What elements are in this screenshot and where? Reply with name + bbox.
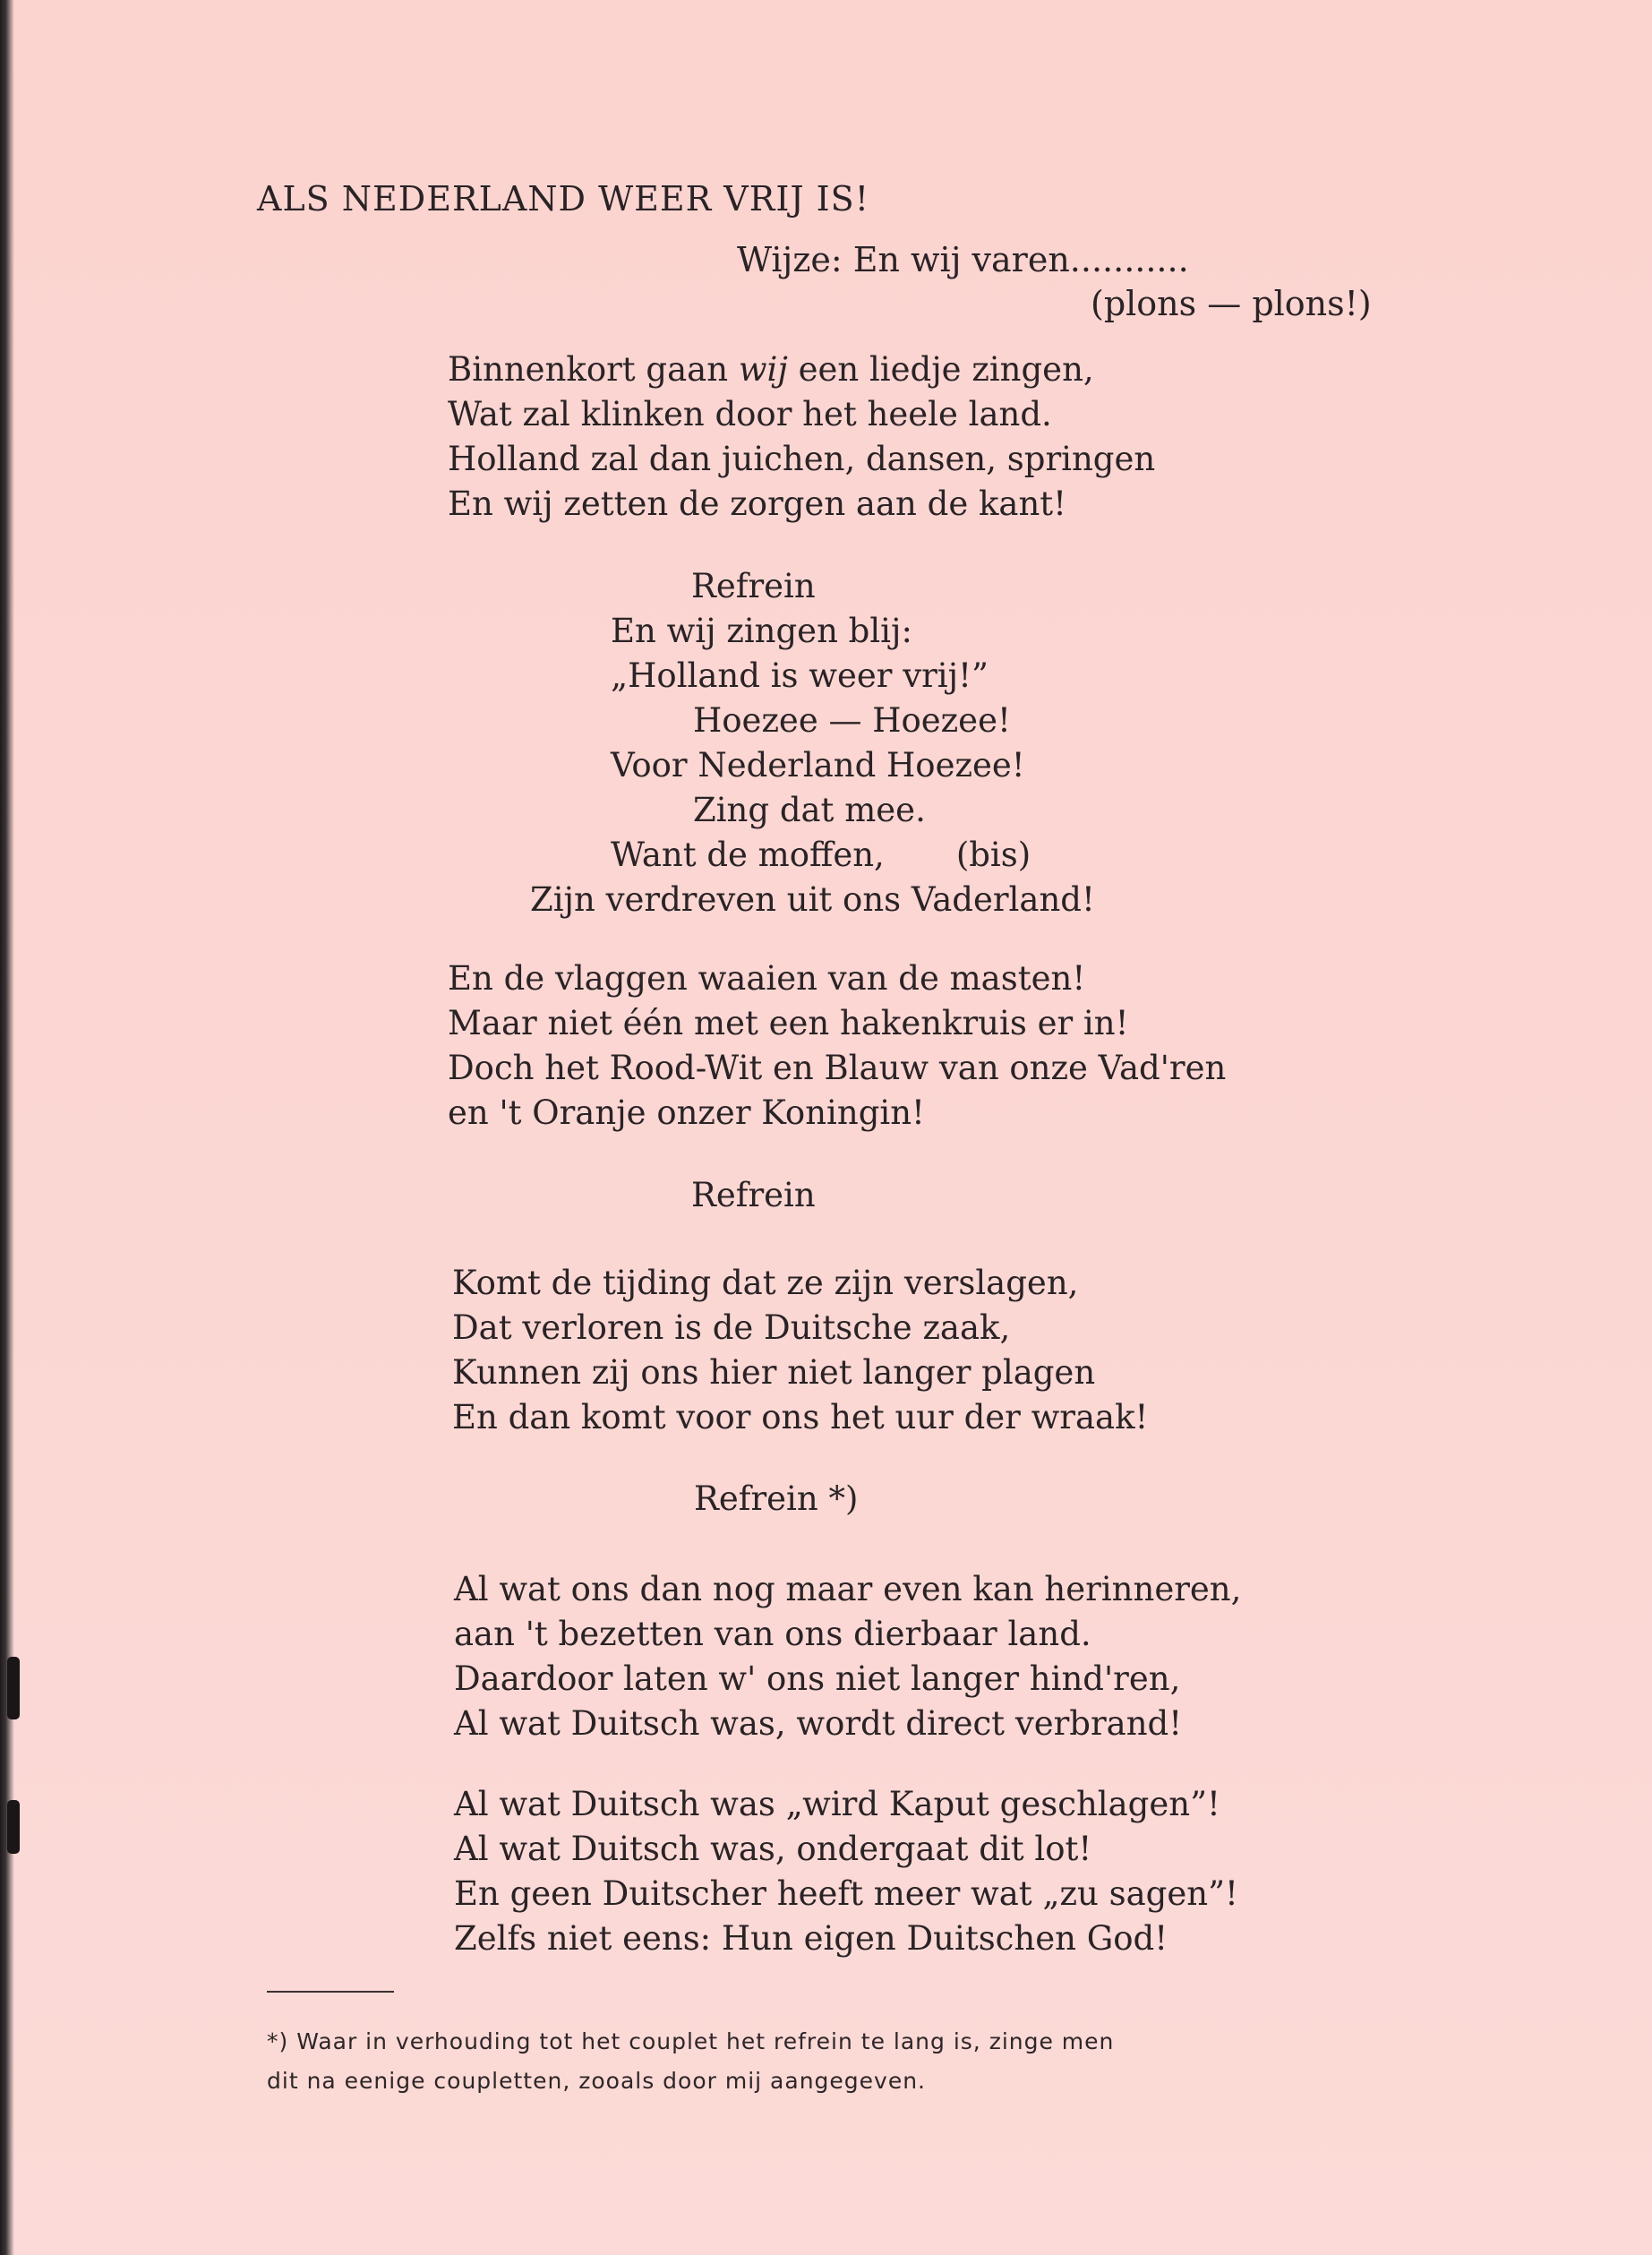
tune-indication: Wijze: En wij varen........... <box>737 240 1189 279</box>
stanza-line: Al wat Duitsch was, wordt direct verbrand! <box>454 1704 1183 1743</box>
stanza-line: En geen Duitscher heeft meer wat „zu sagen”! <box>454 1874 1238 1913</box>
stanza-line: en 't Oranje onzer Koningin! <box>448 1093 925 1132</box>
stanza-line: Wat zal klinken door het heele land. <box>448 395 1052 433</box>
footnote <box>267 2022 1114 2101</box>
refrain-line <box>611 833 1095 878</box>
stanza-line: Al wat ons dan nog maar even kan herinneren, <box>454 1570 1242 1608</box>
stanza-line: En de vlaggen waaien van de masten! <box>448 959 1086 998</box>
refrain-label: Refrein <box>691 1176 816 1214</box>
refrain-line: En wij zingen blij: <box>611 612 912 650</box>
binding-mark <box>7 1800 20 1854</box>
stanza-line: Al wat Duitsch was, ondergaat dit lot! <box>454 1830 1092 1868</box>
stanza-line: Kunnen zij ons hier niet langer plagen <box>452 1353 1096 1392</box>
refrain-label: Refrein *) <box>694 1479 859 1518</box>
refrain-line: Hoezee — Hoezee! <box>693 701 1011 740</box>
refrain-lines <box>530 609 1095 922</box>
stanza-line: Doch het Rood-Wit en Blauw van onze Vad'ren <box>448 1049 1227 1087</box>
stanza-line: Komt de tijding dat ze zijn verslagen, <box>452 1264 1079 1302</box>
stanza-line: En dan komt voor ons het uur der wraak! <box>452 1398 1149 1436</box>
refrain-line-text: Want de moffen, <box>611 836 885 874</box>
stanza-3 <box>452 1261 1148 1440</box>
stanza-line: Dat verloren is de Duitsche zaak, <box>452 1308 1011 1347</box>
stanza-line: Al wat Duitsch was „wird Kaput geschlagen”! <box>454 1785 1220 1823</box>
stanza-line: aan 't bezetten van ons dierbaar land. <box>454 1615 1091 1653</box>
refrain-line: „Holland is weer vrij!” <box>611 656 989 695</box>
song-title: ALS NEDERLAND WEER VRIJ IS! <box>257 179 869 219</box>
emphasis: wij <box>738 350 788 389</box>
stanza-line: Daardoor laten w' ons niet langer hind'ren, <box>454 1659 1181 1698</box>
stanza-line: Binnenkort gaan wij een liedje zingen, <box>448 350 1094 389</box>
stanza-line: Holland zal dan juichen, dansen, springen <box>448 440 1156 478</box>
refrain-line: Voor Nederland Hoezee! <box>611 746 1025 785</box>
stanza-line: En wij zetten de zorgen aan de kant! <box>448 484 1067 523</box>
page-binding-edge <box>0 0 14 2255</box>
stanza-2 <box>448 956 1226 1136</box>
stanza-4 <box>454 1567 1241 1746</box>
refrain-line: Zing dat mee. <box>693 791 926 829</box>
repeat-mark: (bis) <box>955 836 1031 874</box>
stanza-5 <box>454 1782 1238 1961</box>
footnote-line: *) Waar in verhouding tot het couplet het refrein te lang is, zinge men <box>267 2028 1115 2054</box>
footnote-line: dit na eenige coupletten, zooals door mij aangegeven. <box>267 2068 927 2094</box>
refrain-line: Zijn verdreven uit ons Vaderland! <box>530 880 1095 919</box>
binding-mark <box>7 1657 20 1719</box>
tune-indication-sound: (plons — plons!) <box>1091 284 1372 323</box>
stanza-1 <box>448 347 1155 527</box>
stanza-line: Maar niet één met een hakenkruis er in! <box>448 1004 1129 1042</box>
refrain-label: Refrein <box>691 567 816 605</box>
footnote-divider <box>267 1991 394 1993</box>
stanza-line: Zelfs niet eens: Hun eigen Duitschen God! <box>454 1919 1168 1958</box>
